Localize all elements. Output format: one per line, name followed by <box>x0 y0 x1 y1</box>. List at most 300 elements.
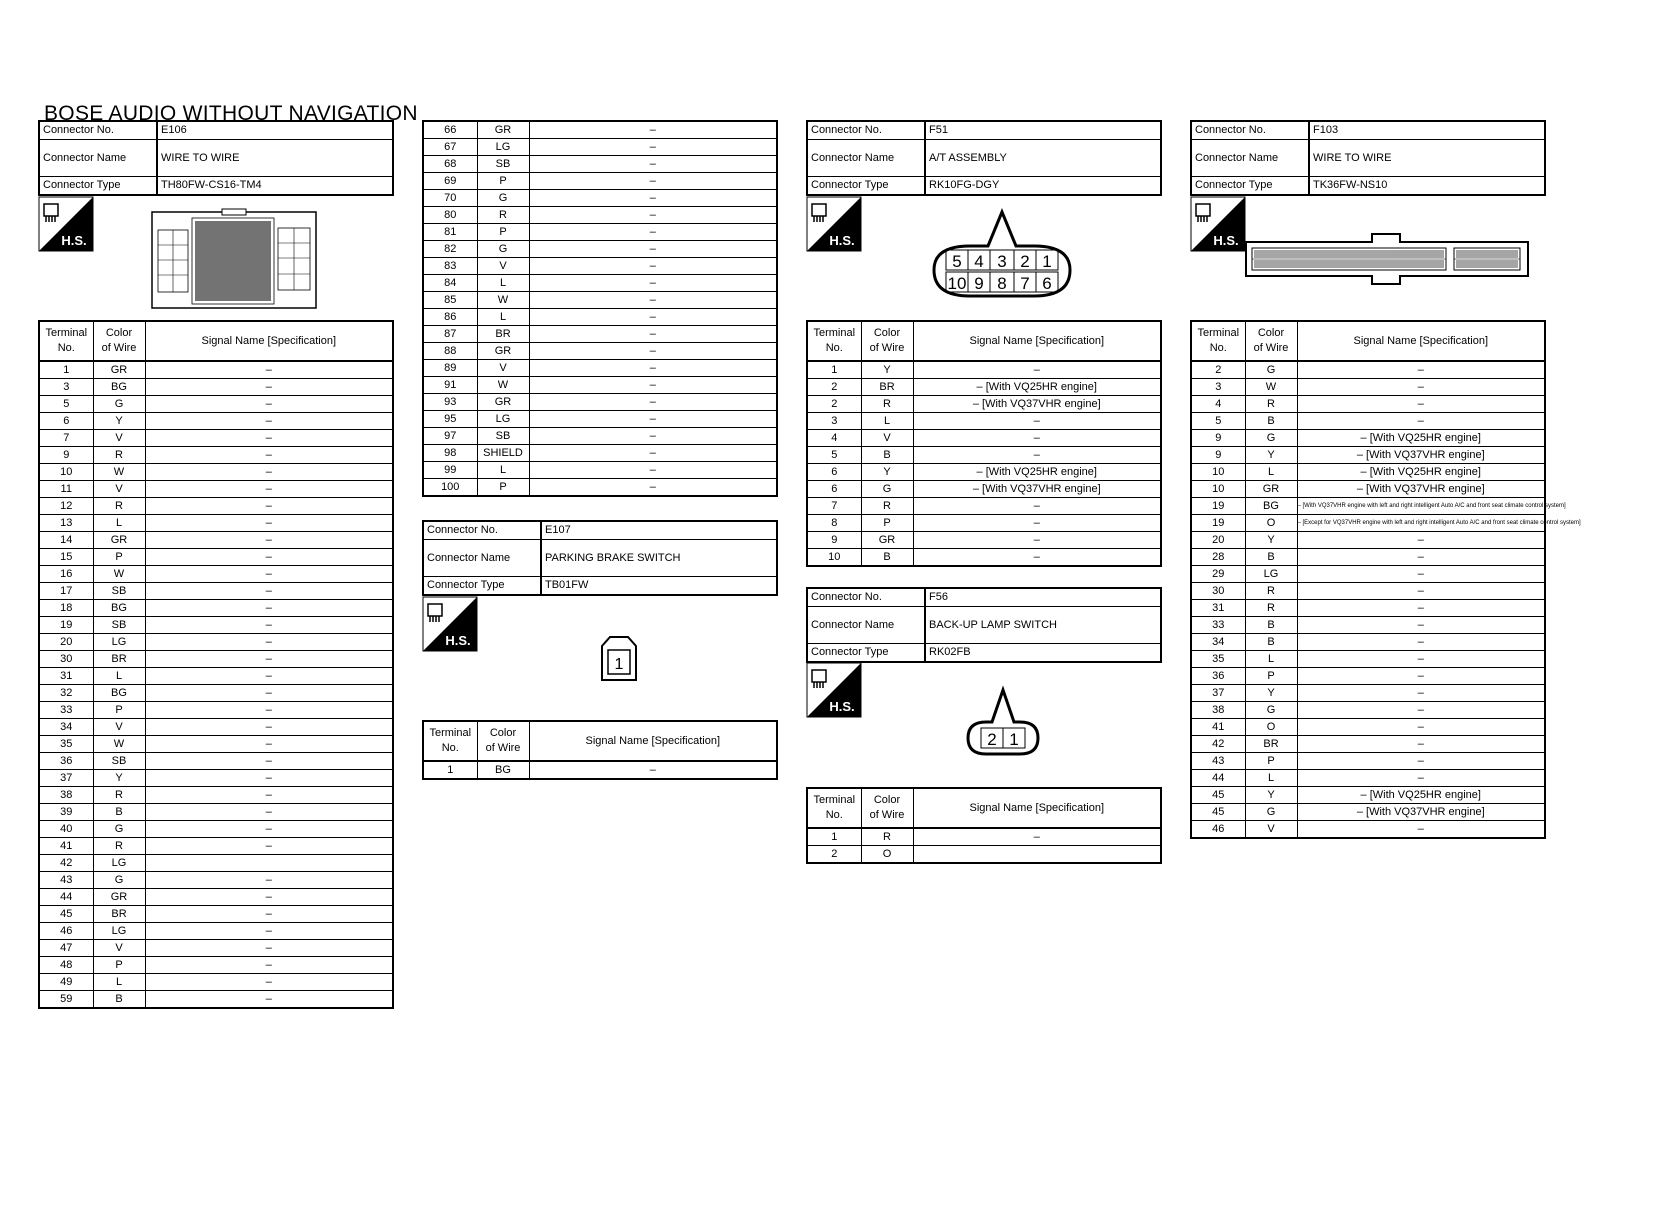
terminal-no-cell: 36 <box>1191 668 1245 685</box>
table-row <box>39 702 393 719</box>
terminal-no-cell: 44 <box>1191 770 1245 787</box>
wire-color-cell: GR <box>1245 481 1297 498</box>
wire-color-cell: BG <box>93 379 145 396</box>
signal-name-cell: – <box>1297 668 1545 685</box>
terminal-no-cell: 81 <box>423 224 477 241</box>
wire-color-cell: G <box>1245 361 1297 379</box>
terminal-no-cell: 20 <box>1191 532 1245 549</box>
table-row <box>39 838 393 855</box>
table-row <box>423 121 777 139</box>
terminal-no-cell: 89 <box>423 360 477 377</box>
terminal-no-cell: 41 <box>39 838 93 855</box>
wire-color-cell: BR <box>93 906 145 923</box>
wire-color-cell: V <box>93 481 145 498</box>
table-row <box>1191 413 1545 430</box>
table-row <box>423 761 777 779</box>
table-row <box>39 770 393 787</box>
terminal-no-cell: 93 <box>423 394 477 411</box>
wire-color-cell: G <box>1245 804 1297 821</box>
svg-text:2: 2 <box>987 730 997 749</box>
harness-side-icon <box>806 662 862 718</box>
signal-name-cell: – <box>913 413 1161 430</box>
wire-color-cell: Y <box>1245 685 1297 702</box>
terminal-no-cell: 37 <box>1191 685 1245 702</box>
table-row <box>39 957 393 974</box>
table-row <box>39 685 393 702</box>
signal-name-cell: – <box>1297 413 1545 430</box>
terminal-no-cell: 83 <box>423 258 477 275</box>
col-signal: Signal Name [Specification] <box>913 321 1161 361</box>
terminal-no-cell: 5 <box>1191 413 1245 430</box>
table-row <box>423 275 777 292</box>
table-row <box>423 394 777 411</box>
signal-name-cell: – <box>1297 361 1545 379</box>
wire-color-cell: R <box>477 207 529 224</box>
table-row <box>39 515 393 532</box>
table-row <box>1191 736 1545 753</box>
signal-name-cell: – <box>145 447 393 464</box>
connector-f103-face-icon <box>1242 232 1532 286</box>
wire-color-cell: L <box>1245 464 1297 481</box>
wire-color-cell: GR <box>477 343 529 360</box>
terminal-no-cell: 10 <box>807 549 861 567</box>
terminal-table-e106-b <box>422 120 778 497</box>
table-row <box>807 549 1161 567</box>
terminal-no-cell: 37 <box>39 770 93 787</box>
table-row <box>423 309 777 326</box>
col-terminal: Terminal No. <box>423 721 477 761</box>
signal-name-cell: – <box>1297 702 1545 719</box>
terminal-no-cell: 14 <box>39 532 93 549</box>
table-row <box>1191 668 1545 685</box>
wire-color-cell: O <box>1245 719 1297 736</box>
terminal-no-cell: 70 <box>423 190 477 207</box>
signal-name-cell: – <box>145 736 393 753</box>
signal-name-cell: – <box>145 668 393 685</box>
wire-color-cell: BG <box>93 600 145 617</box>
terminal-no-cell: 41 <box>1191 719 1245 736</box>
connector-header-e106 <box>38 120 394 196</box>
table-row <box>39 974 393 991</box>
terminal-no-cell: 34 <box>1191 634 1245 651</box>
wire-color-cell: B <box>861 447 913 464</box>
table-row <box>423 207 777 224</box>
signal-name-cell: – <box>529 224 777 241</box>
terminal-no-cell: 67 <box>423 139 477 156</box>
table-row <box>807 532 1161 549</box>
table-row <box>39 923 393 940</box>
signal-name-cell: – [With VQ37VHR engine] <box>913 481 1161 498</box>
label-connector-no: Connector No. <box>39 121 157 140</box>
signal-name-cell: – <box>145 549 393 566</box>
table-row <box>1191 719 1545 736</box>
wire-color-cell: R <box>93 838 145 855</box>
wire-color-cell: P <box>861 515 913 532</box>
table-row <box>1191 464 1545 481</box>
signal-name-cell: – [With VQ37VHR engine] <box>1297 804 1545 821</box>
wire-color-cell: L <box>477 309 529 326</box>
table-row <box>1191 532 1545 549</box>
terminal-no-cell: 30 <box>1191 583 1245 600</box>
wire-color-cell: R <box>93 787 145 804</box>
connector-type: TB01FW <box>541 577 777 596</box>
wire-color-cell: G <box>93 821 145 838</box>
terminal-no-cell: 10 <box>39 464 93 481</box>
wire-color-cell: R <box>1245 600 1297 617</box>
signal-name-cell: – <box>1297 634 1545 651</box>
table-row <box>423 224 777 241</box>
svg-text:4: 4 <box>974 252 984 271</box>
wire-color-cell: B <box>1245 549 1297 566</box>
table-row <box>1191 515 1545 532</box>
terminal-no-cell: 9 <box>1191 447 1245 464</box>
signal-name-cell: – <box>1297 770 1545 787</box>
col-color: Color of Wire <box>93 321 145 361</box>
signal-name-cell <box>913 846 1161 864</box>
terminal-no-cell: 91 <box>423 377 477 394</box>
terminal-no-cell: 36 <box>39 753 93 770</box>
connector-type: TK36FW-NS10 <box>1309 177 1545 196</box>
signal-name-cell: – <box>145 498 393 515</box>
table-row <box>39 719 393 736</box>
terminal-no-cell: 34 <box>39 719 93 736</box>
signal-name-cell: – <box>145 889 393 906</box>
wire-color-cell: L <box>93 515 145 532</box>
svg-text:5: 5 <box>952 252 962 271</box>
terminal-table-e107 <box>422 720 778 780</box>
wire-color-cell: SB <box>477 428 529 445</box>
wire-color-cell: G <box>93 872 145 889</box>
terminal-no-cell: 32 <box>39 685 93 702</box>
signal-name-cell: – <box>145 702 393 719</box>
table-row <box>39 787 393 804</box>
wire-color-cell: BG <box>93 685 145 702</box>
signal-name-cell <box>145 855 393 872</box>
signal-name-cell: – <box>529 207 777 224</box>
wire-color-cell: B <box>93 804 145 821</box>
terminal-no-cell: 48 <box>39 957 93 974</box>
table-row <box>39 753 393 770</box>
signal-name-cell: – <box>1297 396 1545 413</box>
signal-name-cell: – <box>145 753 393 770</box>
wire-color-cell: L <box>1245 651 1297 668</box>
wire-color-cell: R <box>1245 396 1297 413</box>
signal-name-cell: – <box>145 872 393 889</box>
table-row <box>1191 634 1545 651</box>
table-row <box>39 413 393 430</box>
terminal-no-cell: 16 <box>39 566 93 583</box>
wire-color-cell: BR <box>93 651 145 668</box>
signal-name-cell: – [With VQ25HR engine] <box>913 464 1161 481</box>
signal-name-cell: – [With VQ25HR engine] <box>1297 787 1545 804</box>
terminal-no-cell: 88 <box>423 343 477 360</box>
label-connector-name: Connector Name <box>807 140 925 177</box>
wire-color-cell: R <box>861 828 913 846</box>
table-row <box>1191 617 1545 634</box>
signal-name-cell: – <box>529 411 777 428</box>
terminal-no-cell: 5 <box>807 447 861 464</box>
terminal-no-cell: 45 <box>39 906 93 923</box>
wire-color-cell: Y <box>93 770 145 787</box>
signal-name-cell: – [With VQ37VHR engine] <box>913 396 1161 413</box>
wire-color-cell: SB <box>93 617 145 634</box>
table-row <box>39 396 393 413</box>
terminal-no-cell: 44 <box>39 889 93 906</box>
table-row <box>1191 770 1545 787</box>
svg-text:H.S.: H.S. <box>445 633 471 648</box>
wire-color-cell: P <box>93 549 145 566</box>
svg-text:H.S.: H.S. <box>61 233 87 248</box>
signal-name-cell: – <box>145 481 393 498</box>
table-row <box>1191 361 1545 379</box>
connector-header-f51 <box>806 120 1162 196</box>
terminal-no-cell: 87 <box>423 326 477 343</box>
signal-name-cell: – <box>913 532 1161 549</box>
wire-color-cell: L <box>1245 770 1297 787</box>
signal-name-cell: – <box>145 787 393 804</box>
signal-name-cell: – <box>145 770 393 787</box>
table-row <box>39 549 393 566</box>
terminal-no-cell: 43 <box>39 872 93 889</box>
wire-color-cell: Y <box>1245 532 1297 549</box>
terminal-no-cell: 40 <box>39 821 93 838</box>
wire-color-cell: P <box>477 224 529 241</box>
table-row <box>423 428 777 445</box>
signal-name-cell: – <box>145 379 393 396</box>
wire-color-cell: V <box>477 258 529 275</box>
label-connector-type: Connector Type <box>423 577 541 596</box>
signal-name-cell: – <box>145 651 393 668</box>
signal-name-cell: – <box>529 292 777 309</box>
terminal-no-cell: 47 <box>39 940 93 957</box>
signal-name-cell: – <box>529 394 777 411</box>
table-row <box>1191 821 1545 839</box>
signal-name-cell: – [Except for VQ37VHR engine with left and right intelligent Auto A/C and front seat climate control system] <box>1297 515 1545 532</box>
terminal-no-cell: 38 <box>1191 702 1245 719</box>
signal-name-cell: – <box>1297 753 1545 770</box>
terminal-no-cell: 6 <box>807 481 861 498</box>
label-connector-type: Connector Type <box>1191 177 1309 196</box>
terminal-table-f51 <box>806 320 1162 567</box>
signal-name-cell: – <box>529 241 777 258</box>
terminal-no-cell: 19 <box>1191 498 1245 515</box>
signal-name-cell: – <box>145 532 393 549</box>
signal-name-cell: – <box>1297 532 1545 549</box>
signal-name-cell: – <box>145 940 393 957</box>
terminal-no-cell: 5 <box>39 396 93 413</box>
table-row <box>39 532 393 549</box>
terminal-no-cell: 12 <box>39 498 93 515</box>
harness-side-icon <box>806 196 862 252</box>
terminal-no-cell: 1 <box>39 361 93 379</box>
signal-name-cell: – <box>145 838 393 855</box>
svg-text:H.S.: H.S. <box>1213 233 1239 248</box>
wire-color-cell: SB <box>93 753 145 770</box>
terminal-no-cell: 45 <box>1191 787 1245 804</box>
terminal-no-cell: 9 <box>39 447 93 464</box>
connector-no: E107 <box>541 521 777 540</box>
label-connector-no: Connector No. <box>1191 121 1309 140</box>
signal-name-cell: – <box>529 190 777 207</box>
wire-color-cell: GR <box>93 889 145 906</box>
terminal-no-cell: 8 <box>807 515 861 532</box>
wire-color-cell: L <box>477 275 529 292</box>
wire-color-cell: B <box>1245 617 1297 634</box>
table-row <box>1191 787 1545 804</box>
wire-color-cell: P <box>93 957 145 974</box>
terminal-no-cell: 68 <box>423 156 477 173</box>
svg-text:1: 1 <box>1042 252 1052 271</box>
col-signal: Signal Name [Specification] <box>913 788 1161 828</box>
terminal-no-cell: 42 <box>1191 736 1245 753</box>
table-row <box>39 498 393 515</box>
wire-color-cell: O <box>1245 515 1297 532</box>
signal-name-cell: – <box>145 617 393 634</box>
terminal-no-cell: 28 <box>1191 549 1245 566</box>
table-row <box>39 651 393 668</box>
connector-f51-face-icon <box>930 208 1074 302</box>
signal-name-cell: – <box>145 413 393 430</box>
label-connector-type: Connector Type <box>39 177 157 196</box>
terminal-no-cell: 38 <box>39 787 93 804</box>
signal-name-cell: – <box>145 566 393 583</box>
terminal-no-cell: 31 <box>1191 600 1245 617</box>
wire-color-cell: Y <box>861 361 913 379</box>
signal-name-cell: – <box>529 156 777 173</box>
table-row <box>807 379 1161 396</box>
signal-name-cell: – <box>1297 821 1545 839</box>
wire-color-cell: GR <box>93 532 145 549</box>
signal-name-cell: – <box>529 326 777 343</box>
terminal-no-cell: 30 <box>39 651 93 668</box>
terminal-no-cell: 85 <box>423 292 477 309</box>
harness-side-icon <box>1190 196 1246 252</box>
table-row <box>423 377 777 394</box>
terminal-no-cell: 20 <box>39 634 93 651</box>
connector-type: RK10FG-DGY <box>925 177 1161 196</box>
signal-name-cell: – <box>1297 379 1545 396</box>
wire-color-cell: P <box>477 173 529 190</box>
table-row <box>39 481 393 498</box>
table-row <box>807 846 1161 864</box>
table-row <box>39 991 393 1009</box>
terminal-no-cell: 46 <box>1191 821 1245 839</box>
wire-color-cell: G <box>477 241 529 258</box>
signal-name-cell: – [With VQ37VHR engine with left and right intelligent Auto A/C and front seat climate control system] <box>1297 498 1545 515</box>
connector-header-f56 <box>806 587 1162 663</box>
signal-name-cell: – <box>145 515 393 532</box>
signal-name-cell: – <box>913 515 1161 532</box>
signal-name-cell: – <box>529 309 777 326</box>
table-row <box>39 821 393 838</box>
wire-color-cell: O <box>861 846 913 864</box>
wire-color-cell: SB <box>93 583 145 600</box>
table-row <box>807 464 1161 481</box>
wire-color-cell: Y <box>1245 787 1297 804</box>
col-color: Color of Wire <box>861 321 913 361</box>
label-connector-name: Connector Name <box>39 140 157 177</box>
table-row <box>423 326 777 343</box>
wire-color-cell: W <box>93 566 145 583</box>
table-row <box>1191 430 1545 447</box>
wire-color-cell: R <box>861 498 913 515</box>
terminal-no-cell: 17 <box>39 583 93 600</box>
wire-color-cell: G <box>1245 702 1297 719</box>
svg-text:10: 10 <box>947 274 967 293</box>
col-color: Color of Wire <box>1245 321 1297 361</box>
signal-name-cell: – <box>529 275 777 292</box>
signal-name-cell: – <box>529 258 777 275</box>
terminal-no-cell: 19 <box>39 617 93 634</box>
connector-header-e107 <box>422 520 778 596</box>
svg-text:8: 8 <box>997 274 1007 293</box>
signal-name-cell: – <box>145 361 393 379</box>
table-row <box>39 940 393 957</box>
signal-name-cell: – <box>145 923 393 940</box>
svg-text:9: 9 <box>974 274 984 293</box>
terminal-no-cell: 99 <box>423 462 477 479</box>
terminal-no-cell: 2 <box>807 846 861 864</box>
table-row <box>423 241 777 258</box>
terminal-no-cell: 7 <box>39 430 93 447</box>
table-row <box>39 617 393 634</box>
wire-color-cell: V <box>1245 821 1297 839</box>
pin-label: 1 <box>614 656 624 673</box>
table-row <box>39 583 393 600</box>
terminal-no-cell: 45 <box>1191 804 1245 821</box>
table-row <box>1191 396 1545 413</box>
col-terminal: Terminal No. <box>39 321 93 361</box>
signal-name-cell: – <box>529 479 777 497</box>
connector-type: TH80FW-CS16-TM4 <box>157 177 393 196</box>
table-row <box>423 190 777 207</box>
signal-name-cell: – <box>913 828 1161 846</box>
signal-name-cell: – <box>145 396 393 413</box>
signal-name-cell: – <box>529 761 777 779</box>
signal-name-cell: – <box>913 361 1161 379</box>
wire-color-cell: V <box>861 430 913 447</box>
wire-color-cell: GR <box>861 532 913 549</box>
signal-name-cell: – <box>145 685 393 702</box>
wire-color-cell: B <box>861 549 913 567</box>
wire-color-cell: W <box>477 292 529 309</box>
signal-name-cell: – <box>1297 651 1545 668</box>
table-row <box>39 889 393 906</box>
table-row <box>423 258 777 275</box>
table-row <box>39 855 393 872</box>
connector-name: WIRE TO WIRE <box>157 140 393 177</box>
svg-text:H.S.: H.S. <box>829 699 855 714</box>
terminal-no-cell: 29 <box>1191 566 1245 583</box>
terminal-no-cell: 19 <box>1191 515 1245 532</box>
terminal-no-cell: 42 <box>39 855 93 872</box>
table-row <box>423 292 777 309</box>
svg-text:2: 2 <box>1020 252 1030 271</box>
terminal-no-cell: 66 <box>423 121 477 139</box>
connector-no: F51 <box>925 121 1161 140</box>
signal-name-cell: – <box>913 447 1161 464</box>
table-row <box>39 361 393 379</box>
wire-color-cell: G <box>1245 430 1297 447</box>
table-row <box>423 139 777 156</box>
table-row <box>423 360 777 377</box>
table-row <box>1191 651 1545 668</box>
wire-color-cell: P <box>1245 668 1297 685</box>
table-row <box>423 445 777 462</box>
svg-text:6: 6 <box>1042 274 1052 293</box>
wire-color-cell: GR <box>93 361 145 379</box>
signal-name-cell: – <box>913 549 1161 567</box>
